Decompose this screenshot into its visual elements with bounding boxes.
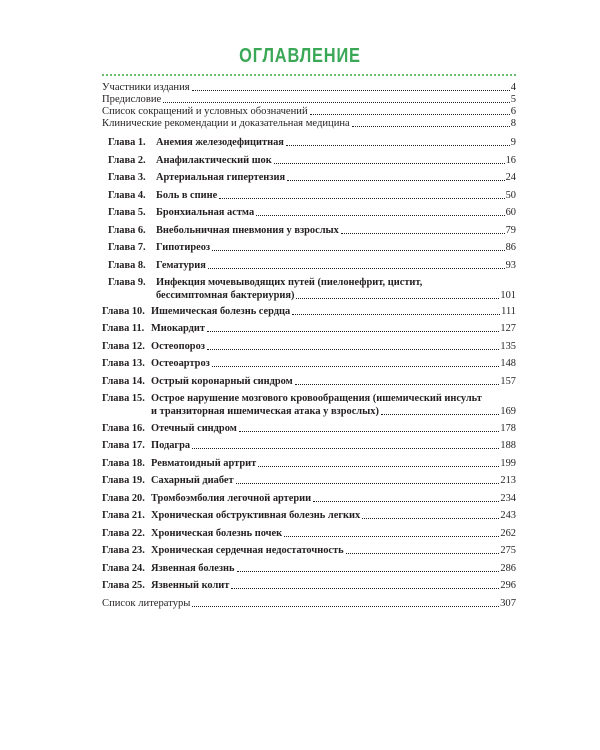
chapter-title-line (151, 340, 516, 353)
chapter-title-line (151, 457, 516, 470)
dot-leader (362, 518, 499, 519)
dot-leader (212, 250, 505, 251)
dot-leader (208, 268, 505, 269)
chapter-title-text: Ишемическая болезнь сердца (151, 305, 291, 317)
chapter-number: Глава 17. (102, 440, 145, 451)
chapter-title-line (151, 527, 516, 540)
chapter-entry[interactable] (102, 171, 516, 184)
chapter-title-text: Остеопороз (151, 340, 205, 352)
chapter-title-text: Отечный синдром (151, 422, 237, 434)
chapter-entry[interactable] (102, 305, 516, 318)
chapter-page: 9 (510, 137, 516, 148)
page-title: ОГЛАВЛЕНИЕ (239, 45, 361, 67)
chapter-title (151, 392, 516, 418)
chapter-number: Глава 4. (108, 189, 146, 201)
chapter-page: 101 (500, 290, 516, 301)
chapter-page: 234 (500, 492, 516, 504)
dot-leader (163, 102, 509, 103)
chapter-page: 24 (505, 172, 516, 183)
chapter-title (151, 579, 516, 592)
chapter-entry[interactable] (102, 154, 516, 167)
chapter-title (151, 562, 516, 575)
toc-entry-label: Список сокращений и условных обозначений (102, 106, 308, 117)
dot-leader (313, 501, 499, 502)
chapter-title-line (151, 579, 516, 592)
chapter-title-line (156, 189, 516, 202)
chapter-number: Глава 23. (102, 545, 145, 556)
chapter-title (156, 136, 516, 149)
chapter-title-text: Бронхиальная астма (156, 207, 255, 218)
chapter-title (151, 544, 516, 557)
chapter-title-text: Анемия железодефицитная (156, 137, 284, 148)
chapter-title-text: Миокардит (151, 323, 206, 334)
chapter-entry[interactable] (102, 340, 516, 353)
toc-entry-page: 4 (510, 82, 516, 93)
dot-leader (292, 314, 500, 315)
chapter-number: Глава 20. (102, 492, 145, 504)
chapter-number: Глава 3. (108, 172, 146, 183)
chapter-title (151, 457, 516, 470)
chapter-title (156, 224, 516, 237)
chapter-page: 275 (500, 545, 516, 556)
chapter-number: Глава 9. (108, 277, 146, 288)
toc-entry-page: 8 (510, 118, 516, 129)
dot-leader (346, 553, 500, 554)
chapter-entry[interactable] (102, 527, 516, 540)
dot-leader (237, 571, 500, 572)
chapter-entry[interactable] (102, 189, 516, 202)
chapter-page: 148 (500, 358, 516, 369)
chapter-title (151, 422, 516, 435)
chapter-title (156, 241, 516, 254)
chapter-title-line (156, 136, 516, 149)
chapter-title (151, 322, 516, 335)
dot-leader (192, 448, 499, 449)
chapter-entry[interactable] (102, 439, 516, 452)
chapter-entry[interactable] (102, 509, 516, 522)
dot-leader (212, 366, 500, 367)
chapter-title-line (151, 544, 516, 557)
dot-leader (286, 145, 510, 146)
chapter-title-line (151, 474, 516, 487)
chapter-entry[interactable] (102, 492, 516, 505)
chapter-title (151, 492, 516, 505)
toc-entry[interactable] (102, 118, 516, 130)
chapter-page: 296 (500, 580, 516, 591)
chapter-page: 111 (501, 305, 516, 317)
chapter-title-text: бессимптомная бактериурия) (156, 290, 295, 301)
chapter-title-line (156, 259, 516, 272)
chapter-title-text: Хроническая болезнь почек (151, 527, 283, 539)
chapter-title-line (151, 509, 516, 522)
chapter-page: 262 (500, 527, 516, 539)
chapter-title (156, 154, 516, 167)
chapter-title-line (151, 322, 516, 335)
dot-leader (231, 588, 499, 589)
chapter-page: 178 (500, 422, 516, 434)
chapter-title-text: Остеоартроз (151, 358, 210, 369)
chapter-title-text: Острое нарушение мозгового кровообращения (ишемический инсульт (151, 393, 482, 404)
chapter-title-text: Сахарный диабет (151, 475, 234, 486)
chapter-number: Глава 19. (102, 475, 145, 486)
dot-leader (239, 431, 500, 432)
dot-leader (207, 349, 499, 350)
dot-leader (236, 483, 500, 484)
chapter-title-text: Инфекция мочевыводящих путей (пиелонефрит, цистит, (156, 277, 423, 288)
chapter-entry[interactable] (102, 457, 516, 470)
dot-leader (381, 414, 499, 415)
chapter-number: Глава 8. (108, 259, 146, 271)
dot-leader (287, 180, 505, 181)
chapter-number: Глава 18. (102, 457, 145, 469)
chapter-title-line (151, 405, 516, 418)
toc-entry-label: Клинические рекомендации и доказательная медицина (102, 118, 350, 129)
chapter-page: 60 (505, 207, 516, 218)
chapter-title-text: Артериальная гипертензия (156, 172, 286, 183)
toc-entry-label: Список литературы (102, 598, 191, 609)
chapter-page: 135 (500, 340, 516, 352)
chapter-number: Глава 22. (102, 527, 145, 539)
chapter-number: Глава 7. (108, 242, 146, 253)
chapter-number: Глава 5. (108, 207, 146, 218)
front-matter-list (102, 82, 516, 130)
chapter-title-line (151, 375, 516, 388)
chapter-title-text: Боль в спине (156, 189, 218, 201)
chapter-number: Глава 24. (102, 562, 145, 574)
title-divider (102, 74, 516, 76)
chapter-entry[interactable] (102, 276, 516, 302)
dot-leader (219, 198, 504, 199)
chapter-title-text: Хроническая обструктивная болезнь легких (151, 510, 361, 521)
chapter-title-line (151, 439, 516, 452)
chapter-title-text: и транзиторная ишемическая атака у взрослых) (151, 406, 379, 417)
chapter-entry[interactable] (102, 357, 516, 370)
chapter-entry[interactable] (102, 375, 516, 388)
chapter-title (156, 206, 516, 219)
chapter-title (151, 305, 516, 318)
chapter-page: 127 (500, 323, 516, 334)
chapter-title-text: Тромбоэмболия легочной артерии (151, 492, 312, 504)
chapter-entry[interactable] (102, 136, 516, 149)
chapter-page: 213 (500, 475, 516, 486)
chapter-entry[interactable] (102, 562, 516, 575)
chapter-title-text: Язвенная болезнь (151, 562, 235, 574)
chapter-title-text: Анафилактический шок (156, 154, 272, 166)
chapter-title-text: Гематурия (156, 259, 206, 271)
chapter-entry[interactable] (102, 579, 516, 592)
chapter-title (151, 439, 516, 452)
toc-entry-page: 5 (510, 94, 516, 105)
toc-entry[interactable] (102, 82, 516, 94)
chapter-number: Глава 21. (102, 510, 145, 521)
dot-leader (207, 331, 499, 332)
chapter-entry[interactable] (102, 224, 516, 237)
chapter-entry[interactable] (102, 322, 516, 335)
chapter-title-line (156, 154, 516, 167)
chapter-title-line (151, 305, 516, 318)
chapter-entry[interactable] (102, 259, 516, 272)
table-of-contents (102, 82, 516, 610)
dot-leader (258, 466, 499, 467)
chapter-title-line (151, 422, 516, 435)
chapter-title-text: Хроническая сердечная недостаточность (151, 545, 344, 556)
chapter-page: 199 (500, 457, 516, 469)
chapter-title-text: Острый коронарный синдром (151, 375, 293, 387)
dot-leader (341, 233, 505, 234)
chapter-entry[interactable] (102, 422, 516, 435)
chapter-title (156, 189, 516, 202)
chapter-title-line (156, 276, 516, 289)
dot-leader (284, 536, 499, 537)
chapter-number: Глава 1. (108, 137, 146, 148)
toc-entry[interactable] (102, 106, 516, 118)
chapter-title-text: Внебольничная пневмония у взрослых (156, 224, 339, 236)
chapter-number: Глава 11. (102, 323, 145, 334)
chapter-page: 50 (505, 189, 516, 201)
chapter-number: Глава 13. (102, 358, 145, 369)
chapter-page: 86 (505, 242, 516, 253)
dot-leader (274, 163, 505, 164)
chapter-entry[interactable] (102, 474, 516, 487)
dot-leader (352, 126, 510, 127)
chapter-number: Глава 10. (102, 305, 145, 317)
chapter-entry[interactable] (102, 544, 516, 557)
chapter-title-text: Гипотиреоз (156, 242, 211, 253)
toc-entry-references[interactable] (102, 597, 516, 610)
dot-leader (192, 90, 510, 91)
chapter-entry[interactable] (102, 206, 516, 219)
chapter-number: Глава 2. (108, 154, 146, 166)
chapter-page: 286 (500, 562, 516, 574)
chapter-title-line (156, 171, 516, 184)
chapter-title (151, 357, 516, 370)
chapter-number: Глава 12. (102, 340, 145, 352)
chapter-title-line (156, 289, 516, 302)
dot-leader (192, 606, 499, 607)
toc-entry-label: Участники издания (102, 82, 190, 93)
chapter-title-line (156, 224, 516, 237)
chapter-title (156, 276, 516, 302)
toc-entry-page: 307 (500, 598, 516, 609)
dot-leader (310, 114, 510, 115)
chapter-title-text: Язвенный колит (151, 580, 230, 591)
chapter-title-line (151, 562, 516, 575)
toc-entry[interactable] (102, 94, 516, 106)
chapter-title (151, 375, 516, 388)
chapter-title (151, 340, 516, 353)
chapter-title-line (156, 206, 516, 219)
chapter-title-text: Ревматоидный артрит (151, 457, 257, 469)
chapter-title-line (151, 357, 516, 370)
chapter-title (151, 474, 516, 487)
chapter-page: 93 (505, 259, 516, 271)
chapter-page: 157 (500, 375, 516, 387)
chapter-number: Глава 6. (108, 224, 146, 236)
dot-leader (296, 298, 499, 299)
chapter-number: Глава 15. (102, 393, 145, 404)
chapter-title (151, 527, 516, 540)
chapter-page: 16 (505, 154, 516, 166)
chapter-list (102, 136, 516, 592)
chapter-title-line (156, 241, 516, 254)
chapter-page: 79 (505, 224, 516, 236)
toc-entry-page: 6 (510, 106, 516, 117)
chapter-title-line (151, 392, 516, 405)
toc-entry-label: Предисловие (102, 94, 162, 105)
chapter-entry[interactable] (102, 392, 516, 418)
chapter-number: Глава 25. (102, 580, 145, 591)
chapter-page: 188 (500, 440, 516, 451)
dot-leader (295, 384, 500, 385)
chapter-page: 169 (500, 406, 516, 417)
chapter-page: 243 (500, 510, 516, 521)
chapter-number: Глава 14. (102, 375, 145, 387)
chapter-entry[interactable] (102, 241, 516, 254)
chapter-title (156, 171, 516, 184)
chapter-number: Глава 16. (102, 422, 145, 434)
chapter-title (151, 509, 516, 522)
dot-leader (256, 215, 504, 216)
chapter-title-line (151, 492, 516, 505)
chapter-title (156, 259, 516, 272)
chapter-title-text: Подагра (151, 440, 191, 451)
